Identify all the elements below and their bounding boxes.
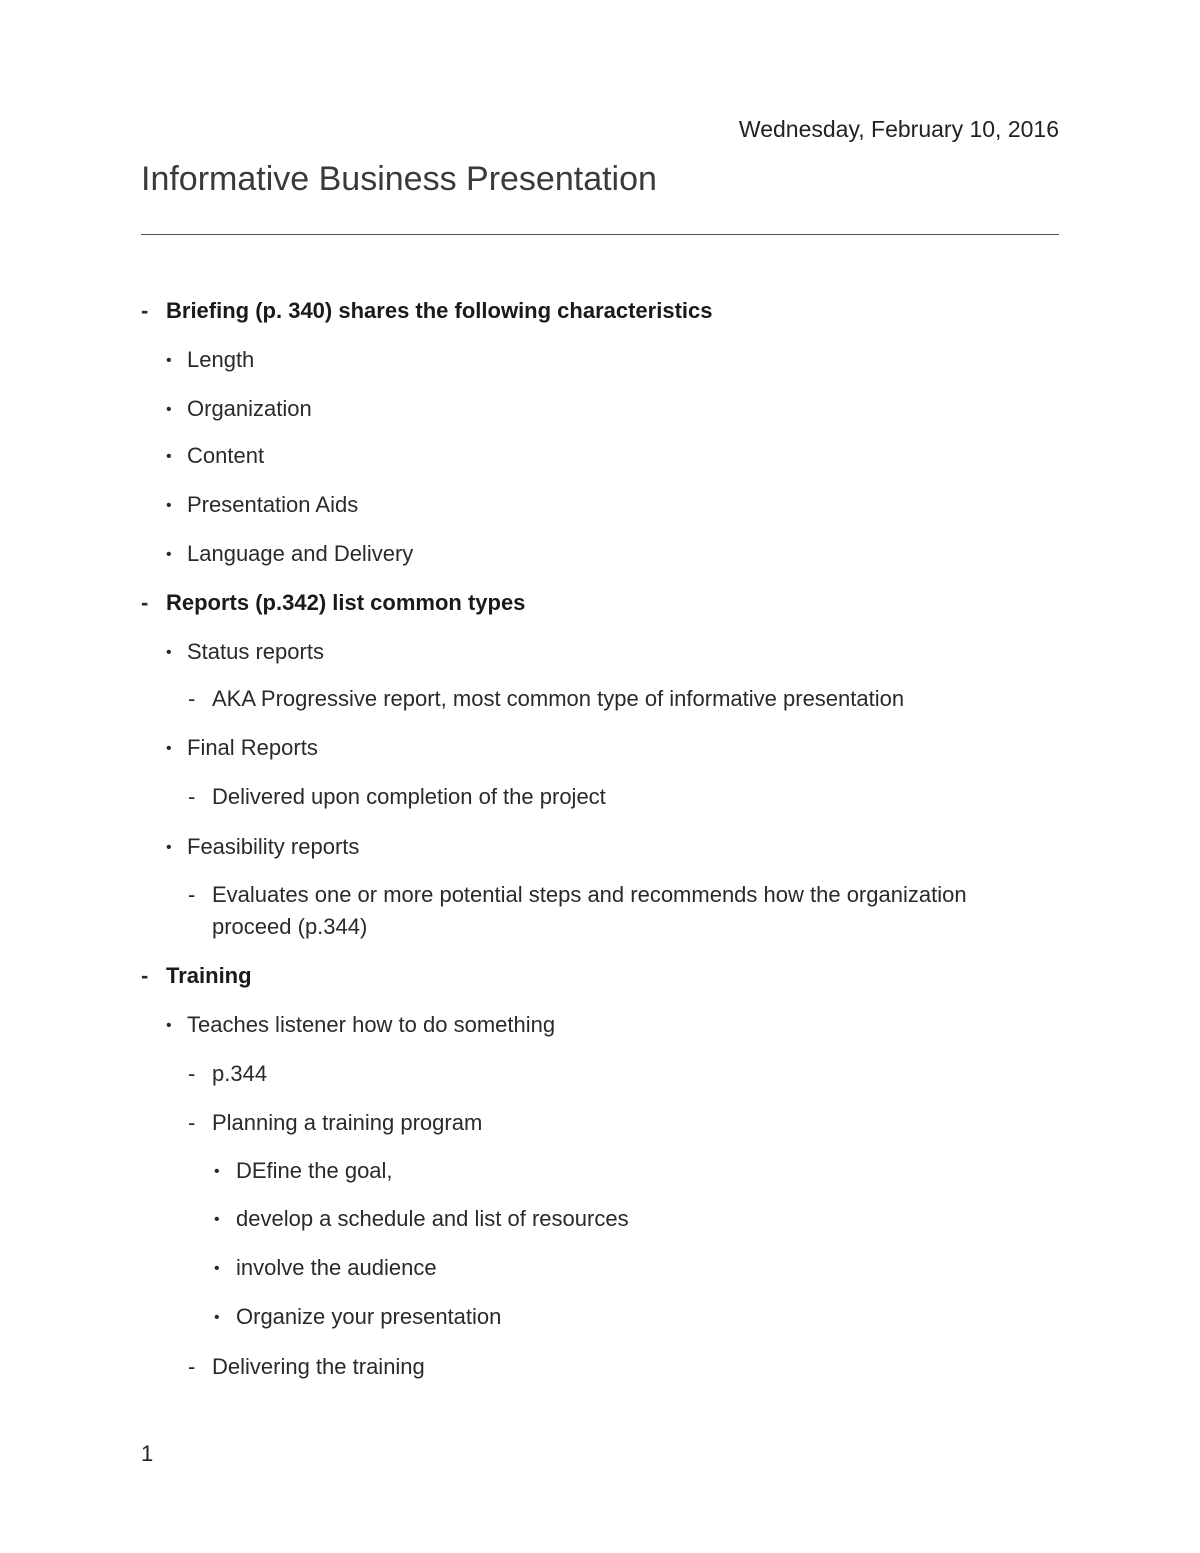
bullet-marker: • — [166, 448, 172, 465]
outline-item-text: Organization — [187, 396, 312, 421]
bullet-marker: • — [166, 1017, 172, 1034]
bullet-marker: • — [214, 1211, 220, 1228]
outline-item-text: Delivering the training — [212, 1354, 425, 1379]
outline-item-text: Feasibility reports — [187, 834, 360, 859]
bullet-marker: • — [166, 546, 172, 563]
outline-item-text: Reports (p.342) list common types — [166, 590, 526, 615]
dash-marker: - — [188, 686, 196, 711]
bullet-marker: • — [214, 1260, 220, 1277]
outline-item-text: DEfine the goal, — [236, 1158, 393, 1183]
bullet-marker: • — [214, 1309, 220, 1326]
outline-item-text: Training — [166, 963, 252, 988]
outline-item-text: involve the audience — [236, 1255, 437, 1280]
outline-item-text: Status reports — [187, 639, 324, 664]
bullet-marker: • — [166, 352, 172, 369]
bullet-marker: • — [166, 497, 172, 514]
outline-item-text: Final Reports — [187, 735, 318, 760]
outline-item-text: Evaluates one or more potential steps and recommends how the organization proceed (p.344) — [212, 882, 967, 939]
outline-item-text: Briefing (p. 340) shares the following characteristics — [166, 298, 713, 323]
bullet-marker: • — [166, 401, 172, 418]
dash-marker: - — [188, 784, 196, 809]
dash-marker: - — [141, 298, 149, 323]
outline-item-text: Planning a training program — [212, 1110, 483, 1135]
dash-marker: - — [141, 963, 149, 988]
bullet-marker: • — [166, 740, 172, 757]
outline-item-text: Length — [187, 347, 255, 372]
page-number: 1 — [141, 1441, 154, 1466]
dash-marker: - — [188, 1354, 196, 1379]
outline-item-text: AKA Progressive report, most common type of informative presentation — [212, 686, 905, 711]
document-date: Wednesday, February 10, 2016 — [738, 116, 1059, 142]
title-divider — [141, 234, 1059, 235]
outline-item-text: Content — [187, 443, 265, 468]
dash-marker: - — [188, 882, 196, 907]
dash-marker: - — [188, 1110, 196, 1135]
dash-marker: - — [188, 1061, 196, 1086]
outline-item-text: p.344 — [212, 1061, 268, 1086]
outline-item-text: develop a schedule and list of resources — [236, 1206, 629, 1231]
bullet-marker: • — [166, 644, 172, 661]
bullet-marker: • — [166, 839, 172, 856]
dash-marker: - — [141, 590, 149, 615]
outline-item-text: Organize your presentation — [236, 1304, 502, 1329]
outline-item-text: Teaches listener how to do something — [187, 1012, 556, 1037]
bullet-marker: • — [214, 1163, 220, 1180]
outline-item-text: Delivered upon completion of the project — [212, 784, 606, 809]
document-title: Informative Business Presentation — [141, 160, 657, 198]
outline-item-text: Presentation Aids — [187, 492, 359, 517]
outline-item-text: Language and Delivery — [187, 541, 414, 566]
